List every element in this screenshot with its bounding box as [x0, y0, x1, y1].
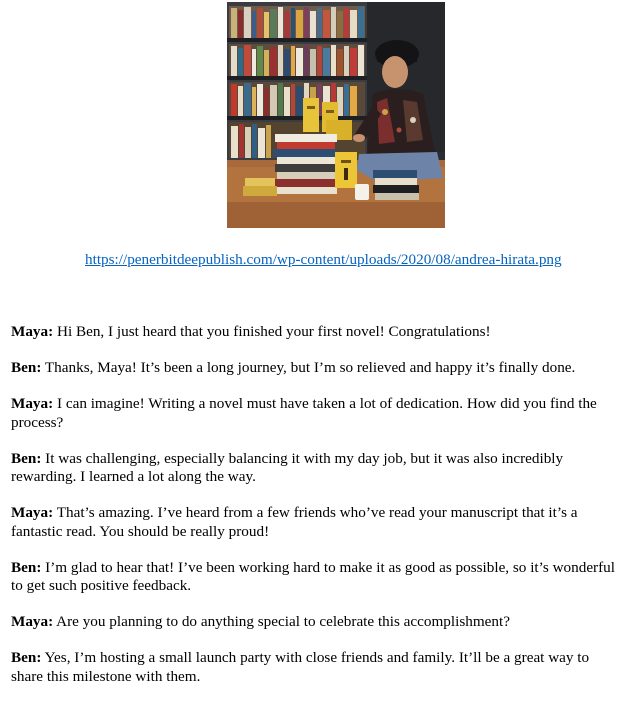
dialogue-line: [11, 395, 615, 432]
speaker-label: Maya:: [11, 613, 54, 630]
speaker-label: Maya:: [11, 323, 54, 340]
dialogue: [11, 323, 615, 704]
speaker-label: Ben:: [11, 359, 42, 376]
image-source-link[interactable]: https://penerbitdeepublish.com/wp-content/uploads/2020/08/andrea-hirata.png: [85, 251, 562, 268]
dialogue-text: Are you planning to do anything special to celebrate this accomplishment?: [53, 613, 510, 630]
dialogue-text: I’m glad to hear that! I’ve been working hard to make it as good as possible, so it’s wonderful to get such positive feedback.: [11, 558, 615, 594]
dialogue-line: [11, 649, 615, 686]
dialogue-text: Yes, I’m hosting a small launch party with close friends and family. It’ll be a great way to share this milestone with them.: [11, 649, 590, 685]
speaker-label: Maya:: [11, 504, 54, 521]
speaker-label: Maya:: [11, 395, 54, 412]
dialogue-text: Thanks, Maya! It’s been a long journey, but I’m so relieved and happy it’s finally done.: [41, 359, 576, 376]
speaker-label: Ben:: [11, 449, 42, 467]
dialogue-line: [11, 359, 615, 378]
dialogue-text: That’s amazing. I’ve heard from a few friends who’ve read your manuscript that it’s a fantastic read. You should be really proud!: [11, 504, 578, 540]
dialogue-line: [11, 559, 615, 596]
image-source-line: [85, 250, 562, 270]
speaker-label: Ben:: [11, 649, 42, 666]
author-photo: [227, 2, 445, 228]
dialogue-line: [11, 613, 615, 632]
dialogue-text: It was challenging, especially balancing it with my day job, but it was also incredibly rewarding. I learned a lot along the way.: [11, 449, 564, 485]
dialogue-text: Hi Ben, I just heard that you finished your first novel! Congratulations!: [53, 323, 491, 340]
dialogue-line: [11, 450, 615, 487]
dialogue-text: I can imagine! Writing a novel must have taken a lot of dedication. How did you find the process?: [11, 395, 597, 431]
speaker-label: Ben:: [11, 558, 42, 576]
dialogue-line: [11, 504, 615, 541]
dialogue-line: [11, 323, 615, 342]
